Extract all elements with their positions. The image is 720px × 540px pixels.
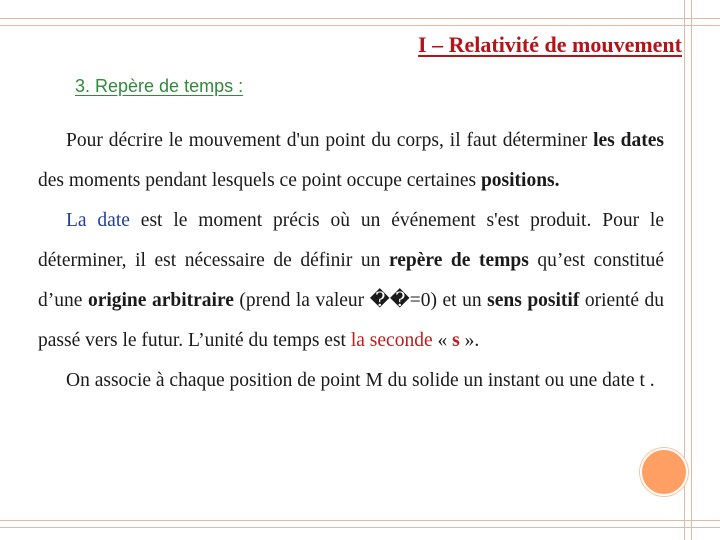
paragraph-1	[38, 121, 664, 201]
bottom-frame-line	[0, 520, 720, 528]
paragraph-2	[38, 201, 664, 361]
text: orienté du passé vers le futur. L’unité du temps est	[38, 290, 665, 351]
text: des moments pendant lesquels ce point occupe certaines	[38, 170, 481, 191]
bold-term: positions.	[480, 170, 560, 191]
text: Pour décrire le mouvement d'un point du corps, il faut déterminer	[66, 130, 594, 151]
text: qu’est constitué d’une	[38, 250, 664, 311]
unit-symbol: s	[452, 330, 460, 351]
bold-term: sens positif	[487, 290, 580, 311]
bold-term: les dates	[593, 130, 664, 151]
decorative-circle	[642, 450, 686, 494]
garbled-formula: ��=0	[369, 290, 431, 311]
top-frame-line	[0, 18, 720, 26]
slide-body	[38, 121, 664, 401]
slide-title: I – Relativité de mouvement	[418, 32, 682, 57]
bold-term: repère de temps	[388, 250, 529, 271]
unit-name: la seconde	[350, 330, 433, 351]
right-frame-line	[684, 0, 692, 540]
text: ».	[459, 330, 480, 351]
bold-term: origine arbitraire	[87, 290, 234, 311]
section-subtitle: 3. Repère de temps :	[75, 76, 244, 96]
text: ) et un	[430, 290, 488, 311]
text: «	[432, 330, 453, 351]
text: est le moment précis où un événement s'est produit. Pour le déterminer, il est nécessaire de définir un	[38, 210, 664, 271]
paragraph-3: On associe à chaque position de point M du solide un instant ou une date t .	[66, 370, 655, 391]
text: (prend la valeur	[233, 290, 370, 311]
key-term: La date	[66, 210, 130, 231]
